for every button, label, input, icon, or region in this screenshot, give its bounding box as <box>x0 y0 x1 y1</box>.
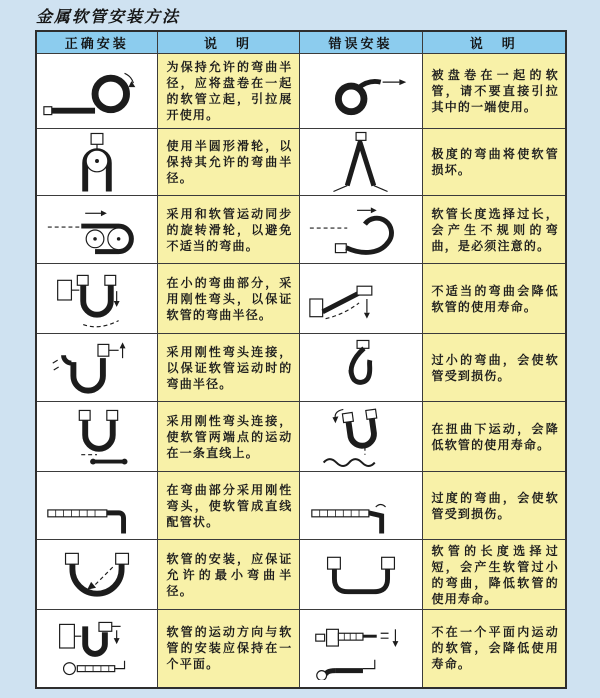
correct-illustration-cell <box>36 196 157 264</box>
correct-illustration-cell <box>36 610 157 688</box>
correct-description: 采用刚性弯头连接，使软管两端点的运动在一条直线上。 <box>166 413 293 460</box>
header-description-1: 说 明 <box>157 31 299 54</box>
installation-table <box>35 30 567 689</box>
pulled-coil-icon <box>302 59 420 123</box>
wrong-description: 软管的长度选择过短，会产生软管过小的弯曲，降低软管的使用寿命。 <box>431 543 559 606</box>
correct-description-cell <box>157 264 299 334</box>
twisted-motion-icon <box>302 405 420 469</box>
improper-bend-icon <box>302 267 420 331</box>
correct-description-cell <box>157 540 299 610</box>
wrong-description-cell <box>422 129 566 196</box>
table-row <box>36 129 566 196</box>
correct-description: 使用半圆形滑轮，以保持其允许的弯曲半径。 <box>166 139 293 185</box>
correct-description-cell <box>157 54 299 129</box>
table-row <box>36 472 566 540</box>
table-row <box>36 540 566 610</box>
rigid-elbow-small-bend-icon <box>38 267 156 331</box>
wrong-description-cell <box>422 54 566 129</box>
correct-description-cell <box>157 472 299 540</box>
out-of-plane-motion-icon <box>302 616 420 680</box>
excessive-bend-icon <box>302 474 420 538</box>
correct-illustration-cell <box>36 264 157 334</box>
correct-description: 采用和软管运动同步的旋转滑轮，以避免不适当的弯曲。 <box>166 206 293 253</box>
correct-description: 为保持允许的弯曲半径，应将盘卷在一起的软管立起，引拉展开使用。 <box>166 60 293 122</box>
wrong-illustration-cell <box>299 54 422 129</box>
correct-description: 采用刚性弯头连接，以保证软管运动时的弯曲半径。 <box>166 344 293 391</box>
correct-illustration-cell <box>36 402 157 472</box>
wrong-description-cell <box>422 402 566 472</box>
correct-description-cell <box>157 402 299 472</box>
page-title: 金属软管安装方法 <box>36 9 181 26</box>
wrong-description-cell <box>422 264 566 334</box>
correct-illustration-cell <box>36 129 157 196</box>
wrong-illustration-cell <box>299 472 422 540</box>
wrong-description-cell <box>422 196 566 264</box>
wrong-description-cell <box>422 540 566 610</box>
table-row <box>36 196 566 264</box>
wrong-description: 过小的弯曲，会使软管受到损伤。 <box>431 352 559 383</box>
table-row <box>36 334 566 402</box>
wrong-description: 在扭曲下运动，会降低软管的使用寿命。 <box>431 421 559 452</box>
synchronized-rotating-pulleys-icon <box>38 198 156 262</box>
single-plane-motion-icon <box>38 616 156 680</box>
correct-description-cell <box>157 334 299 402</box>
correct-description: 软管的安装，应保证允许的最小弯曲半径。 <box>166 551 293 598</box>
rigid-elbow-connection-icon <box>38 336 156 400</box>
wrong-description-cell <box>422 610 566 688</box>
half-round-pulley-icon <box>38 130 156 194</box>
wrong-illustration-cell <box>299 264 422 334</box>
correct-illustration-cell <box>36 334 157 402</box>
correct-description: 软管的运动方向与软管的安装应保持在一个平面。 <box>166 625 293 672</box>
wrong-description: 极度的弯曲将使软管损坏。 <box>431 147 559 177</box>
straight-line-piping-icon <box>38 474 156 538</box>
table-row <box>36 264 566 334</box>
bend-too-small-icon <box>302 336 420 400</box>
wrong-description: 不在一个平面内运动的软管，会降低使用寿命。 <box>431 625 559 672</box>
wrong-description-cell <box>422 334 566 402</box>
correct-description-cell <box>157 129 299 196</box>
header-row <box>36 31 566 54</box>
correct-illustration-cell <box>36 54 157 129</box>
endpoints-in-line-icon <box>38 405 156 469</box>
wrong-illustration-cell <box>299 402 422 472</box>
standing-coil-icon <box>38 59 156 123</box>
wrong-illustration-cell <box>299 610 422 688</box>
wrong-illustration-cell <box>299 334 422 402</box>
hose-too-long-icon <box>302 198 420 262</box>
hose-too-short-icon <box>302 543 420 607</box>
table-row <box>36 402 566 472</box>
extreme-bend-icon <box>302 130 420 194</box>
correct-description-cell <box>157 196 299 264</box>
correct-illustration-cell <box>36 540 157 610</box>
wrong-illustration-cell <box>299 540 422 610</box>
wrong-description-cell <box>422 472 566 540</box>
header-description-2: 说 明 <box>422 31 566 54</box>
header-correct-install: 正确安装 <box>36 31 157 54</box>
correct-description-cell <box>157 610 299 688</box>
wrong-description: 不适当的弯曲会降低软管的使用寿命。 <box>431 283 559 314</box>
table-row <box>36 610 566 688</box>
correct-illustration-cell <box>36 472 157 540</box>
minimum-bend-radius-icon <box>38 543 156 607</box>
wrong-illustration-cell <box>299 196 422 264</box>
wrong-description: 被盘卷在一起的软管，请不要直接引拉其中的一端使用。 <box>431 68 559 114</box>
wrong-description: 软管长度选择过长，会产生不规则的弯曲，是必须注意的。 <box>431 206 559 253</box>
table-row <box>36 54 566 129</box>
wrong-description: 过度的弯曲，会使软管受到损伤。 <box>431 490 559 521</box>
wrong-illustration-cell <box>299 129 422 196</box>
header-wrong-install: 错误安装 <box>299 31 422 54</box>
correct-description: 在弯曲部分采用刚性弯头，使软管成直线配管状。 <box>166 482 293 529</box>
correct-description: 在小的弯曲部分，采用刚性弯头，以保证软管的弯曲半径。 <box>166 275 293 322</box>
